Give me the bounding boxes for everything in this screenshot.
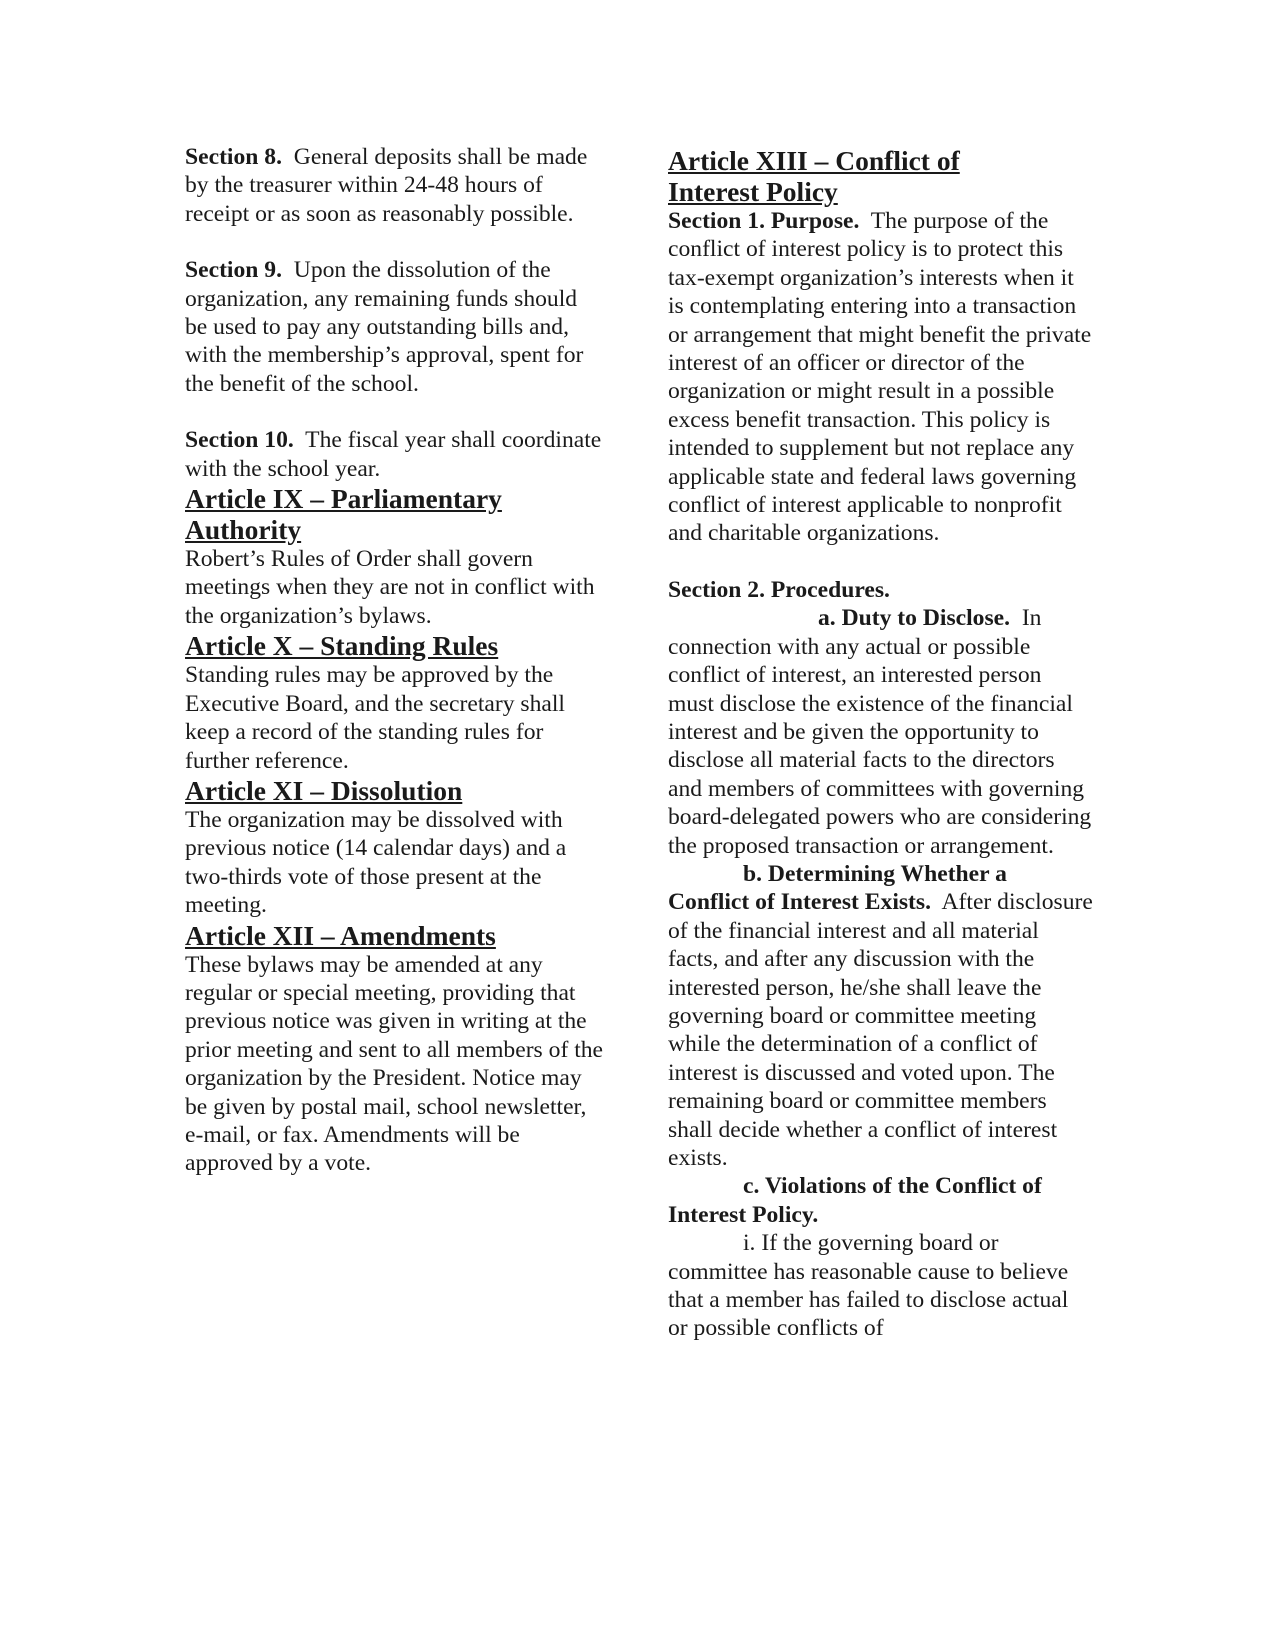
- article-12-heading: Article XII – Amendments: [185, 919, 496, 951]
- item-c-i-text: i. If the governing board or committee has reasonable cause to believe that a member has failed to disclose actual or possible conflicts of: [668, 1230, 1069, 1342]
- article-9-heading: Article IX – Parliamentary Authority: [185, 483, 502, 546]
- article-10-heading: Article X – Standing Rules: [185, 630, 499, 662]
- section-9: Section 9. Upon the dissolution of the organization, any remaining funds should be used to pay any outstanding bills and, with the membership’s approval, spent for the benefit of the school.: [185, 257, 584, 397]
- section-1-purpose: Section 1. Purpose. The purpose of the conflict of interest policy is to protect this tax-exempt organization’s interests when it is contemplating entering into a transaction or arrangement that might benefit the private interest of an officer or director of the organization or might result in a possible excess benefit transaction. This policy is intended to supplement but not replace any applicable state and federal laws governing conflict of interest applicable to nonprofit and charitable organizations.: [668, 208, 1092, 547]
- article-11-text: The organization may be dissolved with previous notice (14 calendar days) and a two-thirds vote of those present at the meeting.: [185, 806, 567, 919]
- section-2-procedures: Section 2. Procedures.: [668, 576, 890, 603]
- item-c-violations: c. Violations of the Conflict of Interest Policy.: [668, 1173, 1042, 1228]
- article-11-heading: Article XI – Dissolution: [185, 774, 463, 806]
- section-10: Section 10. The fiscal year shall coordinate with the school year.: [185, 427, 602, 482]
- item-a-duty-to-disclose: a. Duty to Disclose. In connection with any actual or possible conflict of interest, an interested person must disclose the existence of the financial interest and be given the opportunity to disclose all material facts to the directors and members of committees with governing board-delegated powers who are considering the proposed transaction or arrangement.: [668, 605, 1092, 859]
- article-13-heading: Article XIII – Conflict of Interest Policy: [668, 145, 960, 207]
- left-column: [185, 143, 605, 1178]
- right-column: [668, 143, 1093, 1343]
- article-10-text: Standing rules may be approved by the Executive Board, and the secretary shall keep a record of the standing rules for further reference.: [185, 662, 565, 774]
- article-12-text: These bylaws may be amended at any regular or special meeting, providing that previous notice was given in writing at the prior meeting and sent to all members of the organization by the President. Notice may be given by postal mail, school newsletter, e-mail, or fax. Amendments will be approved by a vote.: [185, 951, 604, 1177]
- article-9-text: Robert’s Rules of Order shall govern meetings when they are not in conflict with the organization’s bylaws.: [185, 546, 595, 629]
- item-b-determining-conflict: b. Determining Whether a Conflict of Interest Exists. After disclosure of the financial interest and all material facts, and after any discussion with the interested person, he/she shall leave the governing board or committee meeting while the determination of a conflict of interest is discussed and voted upon. The remaining board or committee members shall decide whether a conflict of interest exists.: [668, 860, 1093, 1171]
- section-8: Section 8. General deposits shall be made by the treasurer within 24-48 hours of receipt or as soon as reasonably possible.: [185, 144, 588, 227]
